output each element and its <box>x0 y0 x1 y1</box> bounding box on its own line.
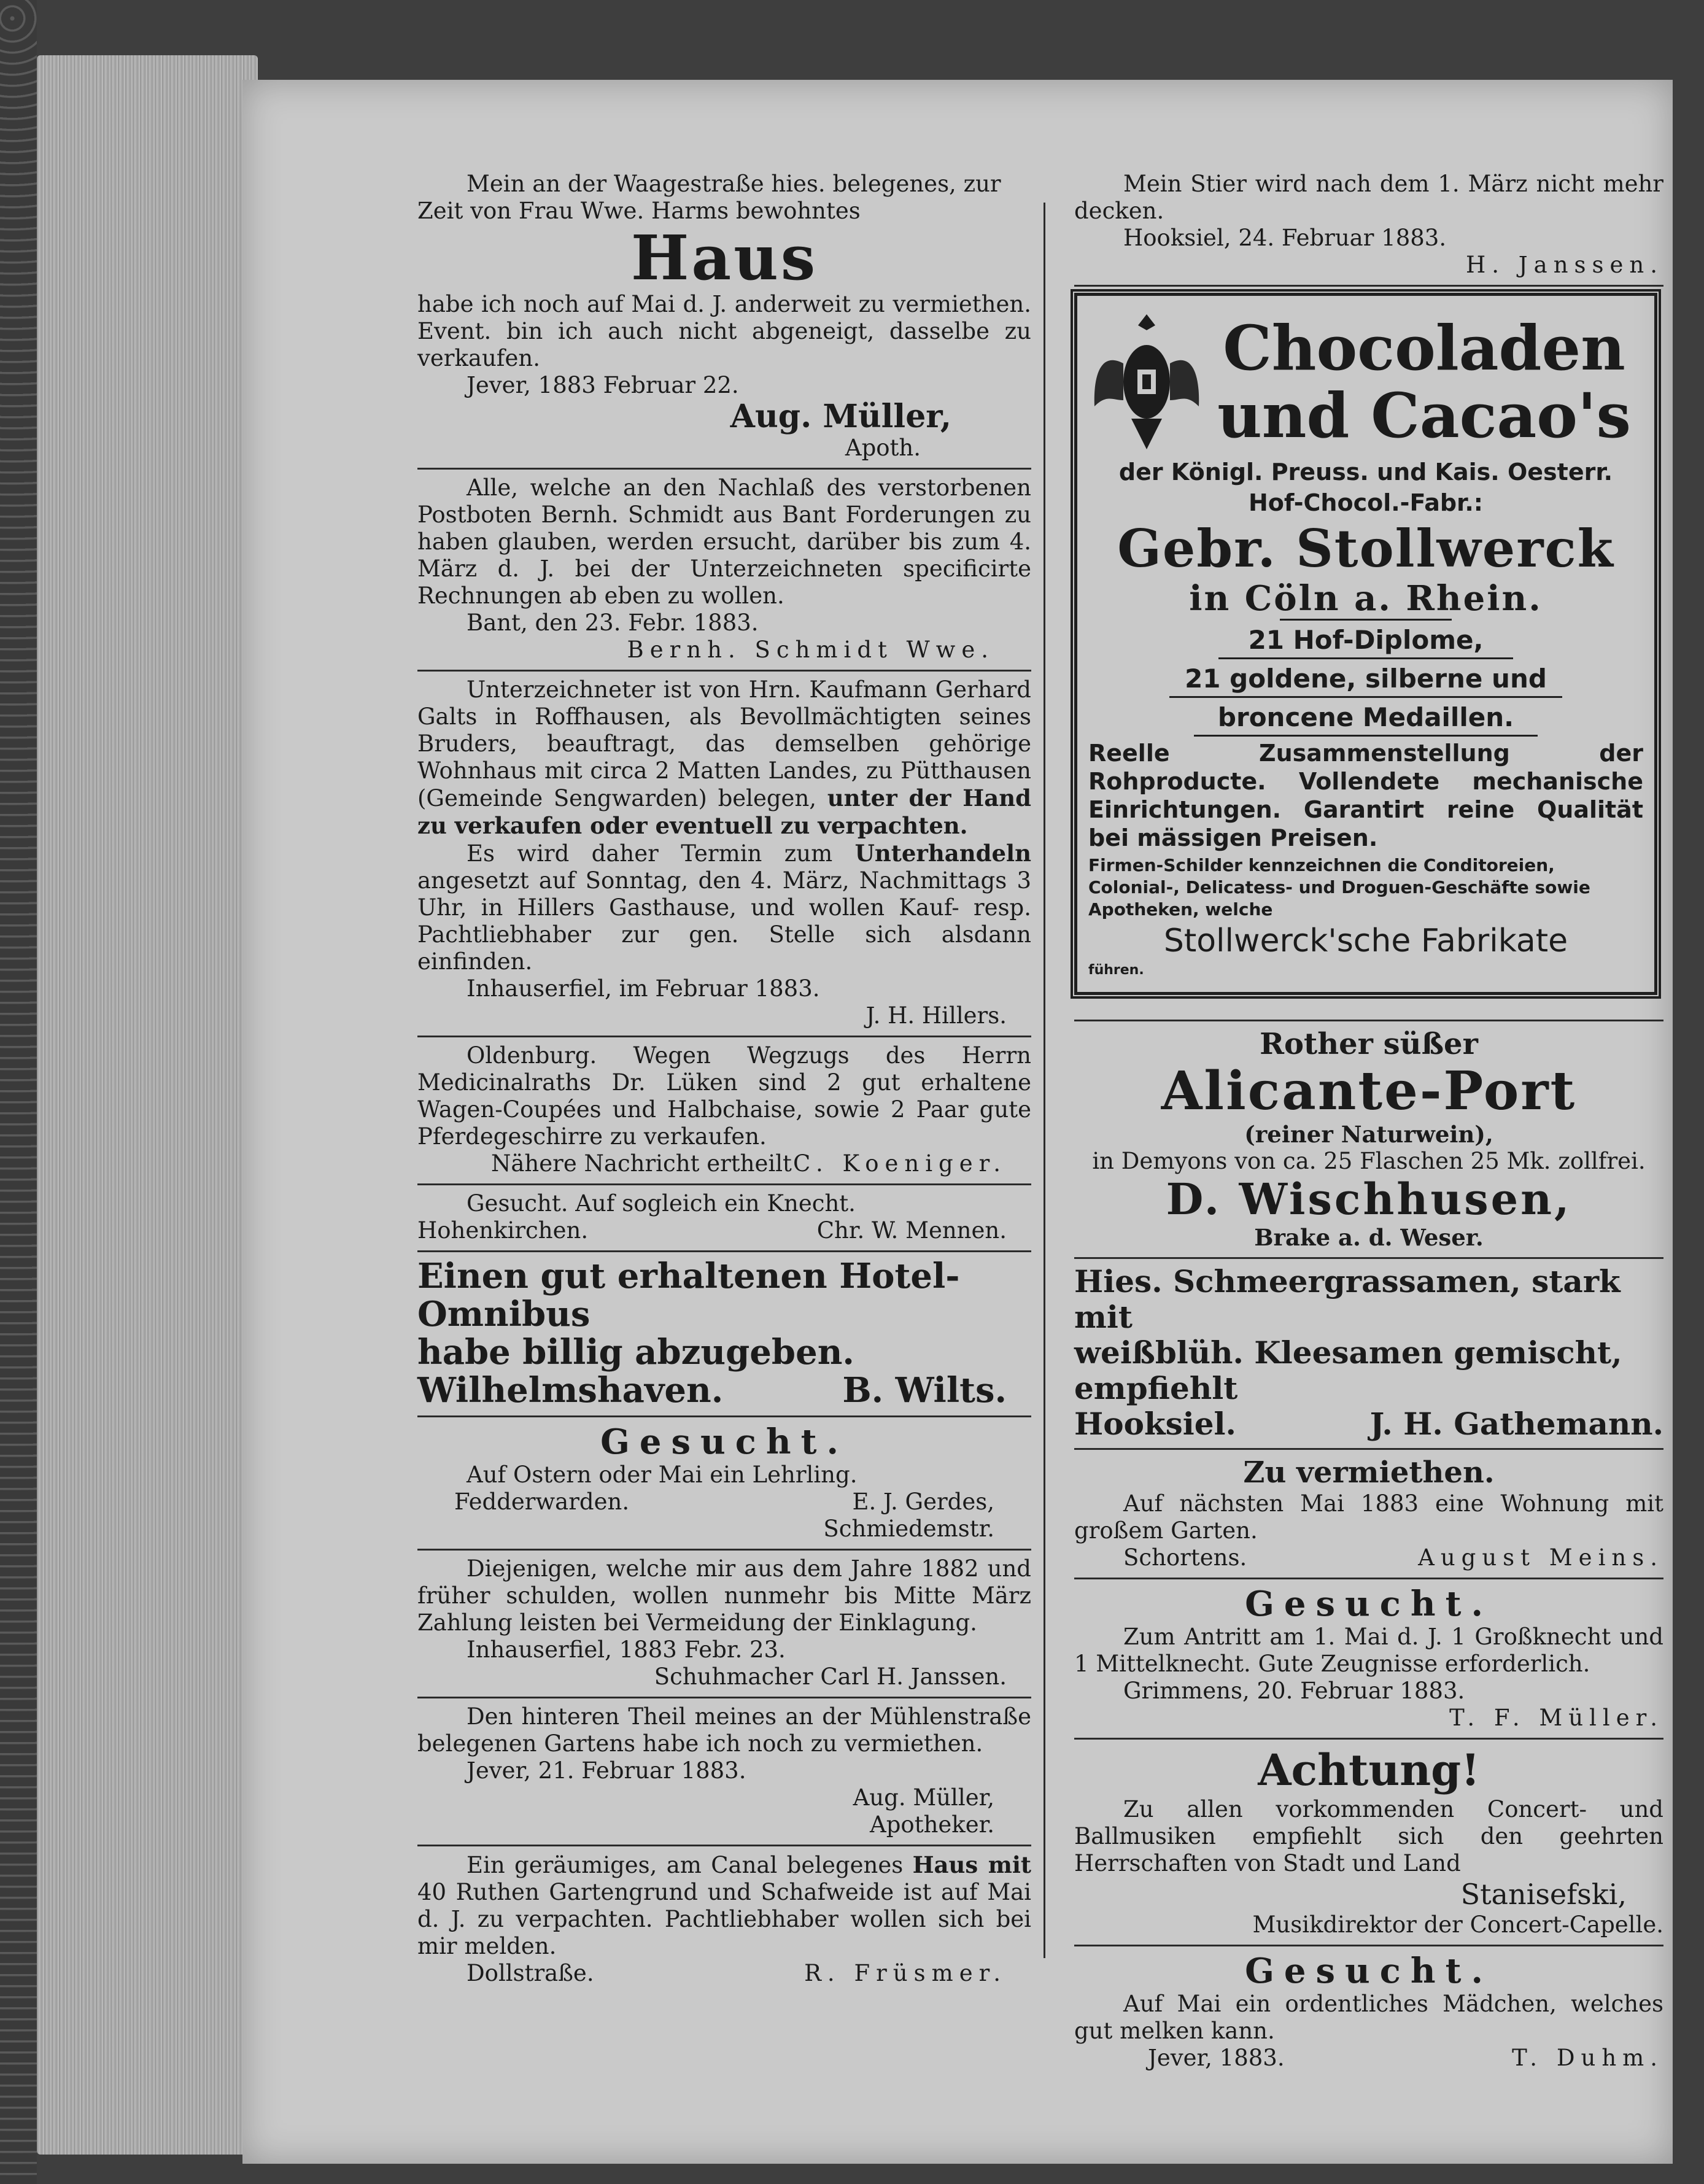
ad-text-part: Unterzeichneter ist von Hrn. Kaufmann Gerhard Galts in Roffhausen, als Bevollmächtigten seines Bruders, beauftragt, das demselben gehörige Wohnhaus mit circa 2 Matten Landes, zu Pütthausen (Gemeinde Sengwarden) belegen, <box>417 676 1031 811</box>
ad-signature: Aug. Müller, <box>853 1784 994 1811</box>
ad-text: habe ich noch auf Mai d. J. anderweit zu vermiethen. Event. bin ich auch nicht abgeneigt, dasselbe zu verkaufen. <box>417 291 1031 371</box>
ad-headline: Haus <box>630 222 818 294</box>
ad-signature-title: Apotheker. <box>870 1811 994 1838</box>
ad-koeniger <box>417 1037 1031 1185</box>
ad-sig-row <box>417 1960 1031 1987</box>
ad-place-date: Bant, den 23. Febr. 1883. <box>467 610 759 636</box>
ad-omnibus <box>417 1252 1031 1417</box>
ad-text: Hies. Schmeergrassamen, stark mit <box>1074 1263 1621 1335</box>
divider <box>1169 696 1562 698</box>
ad-place-date: Jever, 21. Februar 1883. <box>467 1757 746 1784</box>
ad-janssen-shoe <box>417 1551 1031 1698</box>
divider <box>1218 657 1513 659</box>
binding-board <box>0 0 37 2184</box>
ad-gathemann <box>1074 1259 1663 1450</box>
ad-signature: Chr. W. Mennen. <box>816 1217 1007 1244</box>
ad-text: Diejenigen, welche mir aus dem Jahre 1882 und früher schulden, wollen nunmehr bis Mitte März Zahlung leisten bei Vermeidung der Einklagung. <box>417 1555 1031 1636</box>
ad-sig-row <box>1074 2045 1663 2072</box>
ad-text: Rother süßer <box>1260 1027 1478 1061</box>
ad-mueller <box>1074 1579 1663 1740</box>
ad-signature: J. H. Hillers. <box>866 1002 1007 1029</box>
ad-text: Gesucht. Auf sogleich ein Knecht. <box>467 1190 856 1217</box>
ad-text: Oldenburg. Wegen Wegzugs des Herrn Medicinalraths Dr. Lüken sind 2 gut erhaltene Wagen-Coupées und Halbchaise, sowie 2 Paar gute Pferdegeschirre zu verkaufen. <box>417 1042 1031 1150</box>
ad-achtung <box>1074 1740 1663 1946</box>
ad-signature-title: Apoth. <box>845 435 921 461</box>
ad-sig-row <box>417 1150 1031 1177</box>
ad-text: Auf Mai ein ordentliches Mädchen, welches gut melken kann. <box>1074 1991 1663 2044</box>
ad-text: weißblüh. Kleesamen gemischt, empfiehlt <box>1074 1334 1622 1406</box>
ad-text: 21 goldene, silberne und <box>1185 664 1547 694</box>
chocolade-header <box>1088 308 1643 455</box>
ad-signature: H. Janssen. <box>1466 252 1663 278</box>
ad-sig-row <box>417 1489 1031 1516</box>
ad-place: Fedderwarden. <box>454 1489 630 1515</box>
ad-hillers <box>417 672 1031 1037</box>
ad-text-part: Es wird daher Termin zum <box>467 840 833 867</box>
ad-sig-row <box>1074 1544 1663 1571</box>
divider <box>1194 735 1538 737</box>
ad-text: führen. <box>1088 962 1144 978</box>
ad-headline: Einen gut erhaltenen Hotel-Omnibus <box>417 1256 960 1334</box>
ad-text-bold: Unterhandeln <box>854 840 1032 867</box>
ad-garten <box>417 1698 1031 1846</box>
ad-text: Den hinteren Theil meines an der Mühlenstraße belegenen Gartens habe ich noch zu vermiethen. <box>417 1703 1031 1757</box>
ad-text <box>417 1851 1031 1960</box>
ad-knecht <box>417 1185 1031 1252</box>
ad-headline: Alicante-Port <box>1161 1060 1577 1122</box>
ad-headline: Chocoladen <box>1223 312 1625 384</box>
ad-signature: R. Früsmer. <box>804 1960 1007 1986</box>
ad-text: Mein an der Waagestraße hies. belegenes, zur <box>467 171 1001 197</box>
ad-meins <box>1074 1450 1663 1579</box>
ad-text: Firmen-Schilder kennzeichnen die Conditoreien, Colonial-, Delicatess- und Droguen-Geschäfte sowie Apotheken, welche <box>1088 855 1590 920</box>
ad-chocolade <box>1074 293 1657 995</box>
ad-sig-row <box>1074 1406 1663 1442</box>
ad-haus <box>417 166 1031 470</box>
ad-text: in Demyons von ca. 25 Flaschen 25 Mk. zollfrei. <box>1092 1148 1646 1174</box>
ad-duhm <box>1074 1946 1663 2078</box>
ad-text: Zum Antritt am 1. Mai d. J. 1 Großknecht und 1 Mittelknecht. Gute Zeugnisse erforderlich. <box>1074 1624 1663 1677</box>
right-column <box>1074 166 1663 2078</box>
ad-text: Zeit von Frau Wwe. Harms bewohntes <box>417 198 861 224</box>
ad-place: Hooksiel. <box>1074 1406 1236 1442</box>
ad-signature: T. Duhm. <box>1512 2045 1663 2071</box>
page-stack-edges <box>37 55 258 2155</box>
left-column <box>417 166 1031 1993</box>
ad-place-date: Grimmens, 20. Februar 1883. <box>1123 1678 1465 1704</box>
ad-text: broncene Medaillen. <box>1217 702 1514 732</box>
ad-place-date: Hooksiel, 24. Februar 1883. <box>1123 225 1447 251</box>
ad-signature-title: Musikdirektor der Concert-Capelle. <box>1252 1911 1663 1938</box>
ad-signature: Aug. Müller, <box>730 398 951 435</box>
ad-gerdes <box>417 1417 1031 1551</box>
ad-text: der Königl. Preuss. und Kais. Oesterr. <box>1118 459 1613 486</box>
ad-fruesmer <box>417 1846 1031 1993</box>
ad-alicante <box>1074 1020 1663 1259</box>
ad-place-date: Jever, 1883 Februar 22. <box>467 372 739 398</box>
ad-text: Auf Ostern oder Mai ein Lehrling. <box>467 1462 858 1488</box>
ad-place-date: Inhauserfiel, 1883 Febr. 23. <box>467 1636 786 1663</box>
ad-text-bold: Haus mit <box>912 1851 1032 1878</box>
ad-signature: J. H. Gathemann. <box>1369 1406 1663 1442</box>
ad-text: Zu allen vorkommenden Concert- und Ballmusiken empfiehlt sich den geehrten Herrschaften von Stadt und Land <box>1074 1796 1663 1876</box>
ad-text: Nähere Nachricht ertheilt <box>491 1150 792 1177</box>
ad-signature: C. Koeniger. <box>793 1150 1007 1177</box>
ad-signature: D. Wischhusen, <box>1166 1174 1572 1225</box>
ad-text-part: 40 Ruthen Gartengrund und Schafweide ist auf Mai d. J. zu verpachten. Pachtliebhaber wollen sich bei mir melden. <box>417 1879 1031 1959</box>
ad-headline: Zu vermiethen. <box>1243 1455 1495 1490</box>
ad-text: Stollwerck'sche Fabrikate <box>1163 923 1568 959</box>
ad-place-date: Jever, 1883. <box>1148 2045 1285 2071</box>
ad-signature: Schuhmacher Carl H. Janssen. <box>654 1663 1007 1690</box>
ad-place: Hohenkirchen. <box>417 1217 589 1244</box>
ad-headline: Gesucht. <box>1245 1584 1493 1624</box>
ad-signature-title: Schmiedemstr. <box>823 1516 994 1542</box>
ad-text: Alle, welche an den Nachlaß des verstorbenen Postboten Bernh. Schmidt aus Bant Forderungen zu haben glauben, werden ersucht, darüber bis zum 4. März d. J. bei der Unterzeichneten specificirte Rechnungen ab eben zu wollen. <box>417 474 1031 609</box>
ad-text: Reelle Zusammenstellung der Rohproducte. Vollendete mechanische Einrichtungen. Garantirt reine Qualität bei mässigen Preisen. <box>1088 740 1643 851</box>
ad-text-bold: unter der Hand zu verkaufen oder eventuell zu verpachten. <box>417 784 1031 839</box>
ad-signature: E. J. Gerdes, <box>852 1489 994 1515</box>
ad-place: Dollstraße. <box>467 1960 594 1986</box>
ad-company: Gebr. Stollwerck <box>1117 518 1614 579</box>
column-divider <box>1044 203 1045 1958</box>
imperial-eagle-icon <box>1088 308 1205 455</box>
ad-text-part: Ein geräumiges, am Canal belegenes <box>467 1852 904 1878</box>
ad-stier <box>1074 166 1663 287</box>
ad-headline: habe billig abzugeben. <box>417 1332 854 1373</box>
ad-text: Auf nächsten Mai 1883 eine Wohnung mit großem Garten. <box>1074 1490 1663 1544</box>
ad-text <box>417 840 1031 975</box>
ad-headline: Achtung! <box>1258 1744 1480 1795</box>
ad-signature: Bernh. Schmidt Wwe. <box>627 637 994 663</box>
ad-sig-row <box>417 1371 1031 1409</box>
divider <box>1280 619 1452 621</box>
ad-text: Mein Stier wird nach dem 1. März nicht mehr decken. <box>1074 171 1663 224</box>
ad-text <box>417 676 1031 840</box>
ad-text: Hof-Chocol.-Fabr.: <box>1249 489 1483 516</box>
ad-headline: Gesucht. <box>600 1422 848 1462</box>
ad-place: Wilhelmshaven. <box>417 1370 724 1411</box>
ad-signature: T. F. Müller. <box>1449 1705 1663 1731</box>
ad-text-part: angesetzt auf Sonntag, den 4. März, Nachmittags 3 Uhr, in Hillers Gasthause, und wollen Kauf- resp. Pachtliebhaber zur gen. Stelle sich alsdann einfinden. <box>417 867 1031 975</box>
ad-text: 21 Hof-Diplome, <box>1248 625 1484 655</box>
ad-schmidt <box>417 470 1031 672</box>
ad-sig-row <box>417 1217 1031 1244</box>
ad-headline: und Cacao's <box>1217 379 1631 452</box>
ad-signature: August Meins. <box>1418 1544 1663 1571</box>
ad-city: in Cöln a. Rhein. <box>1189 578 1543 619</box>
ad-place: Schortens. <box>1123 1544 1247 1571</box>
ad-headline: Gesucht. <box>1245 1951 1493 1991</box>
ad-signature: Stanisefski, <box>1460 1878 1627 1911</box>
ad-text: (reiner Naturwein), <box>1244 1121 1493 1148</box>
ad-place-date: Inhauserfiel, im Februar 1883. <box>467 975 820 1002</box>
ad-signature: B. Wilts. <box>842 1370 1007 1411</box>
chocolade-titles <box>1205 312 1643 452</box>
ad-place: Brake a. d. Weser. <box>1254 1224 1484 1251</box>
